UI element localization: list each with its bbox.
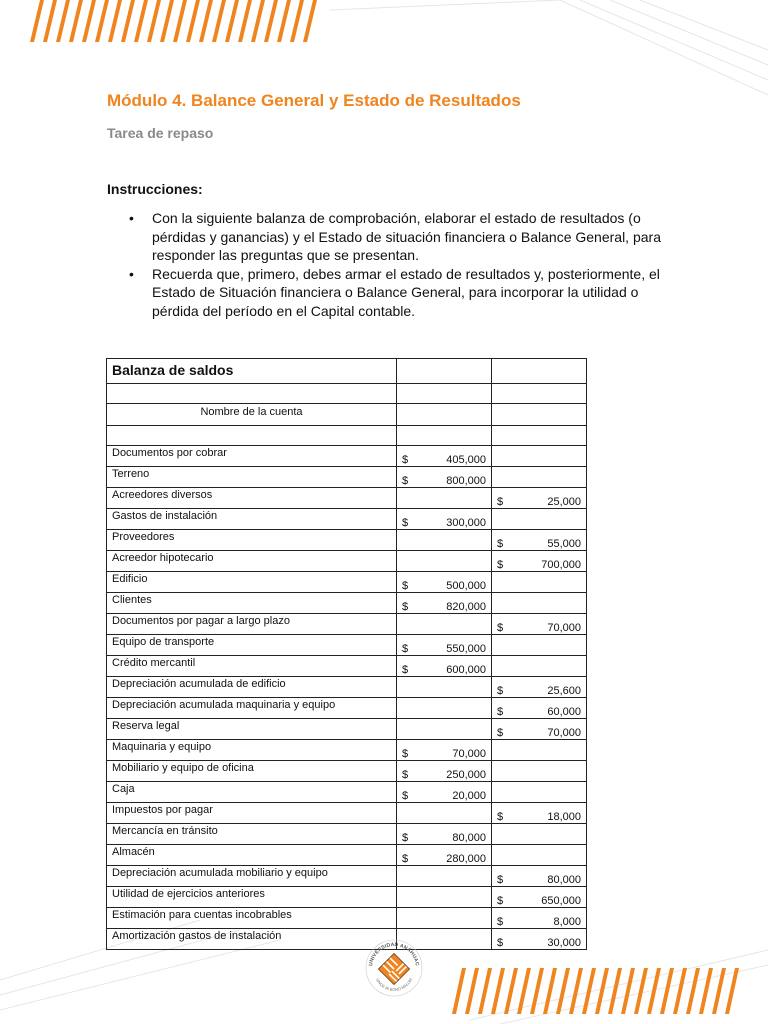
debit-cell <box>397 635 492 656</box>
currency-symbol: $ <box>402 580 409 592</box>
credit-cell <box>492 530 587 551</box>
column-header-account: Nombre de la cuenta <box>107 404 397 426</box>
account-name: Utilidad de ejercicios anteriores <box>107 887 397 908</box>
currency-symbol: $ <box>402 853 409 865</box>
bottom-stripes-decoration <box>452 968 742 1014</box>
credit-cell <box>492 551 587 572</box>
stripe-shape <box>686 968 700 1014</box>
table-row <box>107 929 587 950</box>
credit-amount: 55,000 <box>547 538 581 550</box>
table-row <box>107 635 587 656</box>
table-title-row <box>107 359 587 384</box>
table-row <box>107 866 587 887</box>
currency-symbol: $ <box>497 685 504 697</box>
table-row <box>107 551 587 572</box>
stripe-shape <box>725 968 739 1014</box>
stripe-shape <box>712 968 726 1014</box>
currency-symbol: $ <box>497 538 504 550</box>
account-name: Clientes <box>107 593 397 614</box>
empty-cell <box>397 359 492 384</box>
currency-symbol: $ <box>497 496 504 508</box>
debit-amount: 500,000 <box>446 580 486 592</box>
table-row <box>107 593 587 614</box>
stripe-shape <box>517 968 531 1014</box>
table-row <box>107 614 587 635</box>
debit-cell <box>397 845 492 866</box>
stripe-shape <box>569 968 583 1014</box>
debit-cell <box>397 908 492 929</box>
stripe-shape <box>608 968 622 1014</box>
debit-cell <box>397 656 492 677</box>
table-spacer-row <box>107 426 587 446</box>
page-title: Módulo 4. Balance General y Estado de Resultados <box>107 91 521 110</box>
credit-cell <box>492 614 587 635</box>
balanza-table <box>106 358 587 950</box>
table-row <box>107 572 587 593</box>
credit-cell <box>492 446 587 467</box>
debit-cell <box>397 551 492 572</box>
table-row <box>107 761 587 782</box>
seal-motto-text: VINCE IN BONO MALUM <box>374 977 414 993</box>
debit-amount: 550,000 <box>446 643 486 655</box>
currency-symbol: $ <box>497 706 504 718</box>
credit-cell <box>492 866 587 887</box>
stripe-shape <box>543 968 557 1014</box>
stripe-shape <box>504 968 518 1014</box>
stripe-shape <box>186 0 200 42</box>
currency-symbol: $ <box>497 727 504 739</box>
account-name: Equipo de transporte <box>107 635 397 656</box>
credit-cell <box>492 509 587 530</box>
currency-symbol: $ <box>497 622 504 634</box>
account-name: Amortización gastos de instalación <box>107 929 397 950</box>
credit-amount: 25,600 <box>547 685 581 697</box>
credit-amount: 30,000 <box>547 937 581 949</box>
debit-cell <box>397 887 492 908</box>
instruction-item: • Con la siguiente balanza de comprobación, elaborar el estado de resultados (o pérdidas y ganancias) y el Estado de situación financiera o Balance General, para responder las preguntas que se presentan. <box>107 209 667 265</box>
stripe-shape <box>30 0 44 42</box>
stripe-shape <box>673 968 687 1014</box>
currency-symbol: $ <box>402 601 409 613</box>
table-row <box>107 509 587 530</box>
table-title: Balanza de saldos <box>107 359 397 384</box>
stripe-shape <box>160 0 174 42</box>
account-name: Depreciación acumulada de edificio <box>107 677 397 698</box>
account-name: Depreciación acumulada maquinaria y equipo <box>107 698 397 719</box>
stripe-shape <box>43 0 57 42</box>
credit-cell <box>492 824 587 845</box>
credit-cell <box>492 761 587 782</box>
debit-cell <box>397 824 492 845</box>
account-name: Impuestos por pagar <box>107 803 397 824</box>
currency-symbol: $ <box>402 790 409 802</box>
table-header-row <box>107 404 587 426</box>
table-row <box>107 488 587 509</box>
stripe-shape <box>530 968 544 1014</box>
credit-amount: 70,000 <box>547 727 581 739</box>
stripe-shape <box>634 968 648 1014</box>
credit-cell <box>492 488 587 509</box>
stripe-shape <box>478 968 492 1014</box>
currency-symbol: $ <box>402 832 409 844</box>
account-name: Edificio <box>107 572 397 593</box>
account-name: Documentos por cobrar <box>107 446 397 467</box>
credit-amount: 650,000 <box>541 895 581 907</box>
currency-symbol: $ <box>402 748 409 760</box>
table-row <box>107 887 587 908</box>
table-row <box>107 908 587 929</box>
debit-amount: 70,000 <box>452 748 486 760</box>
account-name: Acreedor hipotecario <box>107 551 397 572</box>
account-name: Terreno <box>107 467 397 488</box>
currency-symbol: $ <box>402 454 409 466</box>
account-name: Gastos de instalación <box>107 509 397 530</box>
credit-amount: 60,000 <box>547 706 581 718</box>
debit-cell <box>397 761 492 782</box>
stripe-shape <box>556 968 570 1014</box>
credit-cell <box>492 635 587 656</box>
debit-cell <box>397 740 492 761</box>
stripe-shape <box>277 0 291 42</box>
account-name: Depreciación acumulada mobiliario y equipo <box>107 866 397 887</box>
table-row <box>107 656 587 677</box>
stripe-shape <box>290 0 304 42</box>
debit-cell <box>397 467 492 488</box>
debit-cell <box>397 530 492 551</box>
account-name: Mobiliario y equipo de oficina <box>107 761 397 782</box>
credit-amount: 80,000 <box>547 874 581 886</box>
debit-cell <box>397 509 492 530</box>
stripe-shape <box>582 968 596 1014</box>
stripe-shape <box>173 0 187 42</box>
instructions-list <box>107 209 667 320</box>
table-row <box>107 467 587 488</box>
stripe-shape <box>121 0 135 42</box>
credit-amount: 25,000 <box>547 496 581 508</box>
debit-cell <box>397 677 492 698</box>
stripe-shape <box>82 0 96 42</box>
university-seal <box>364 938 424 998</box>
table-row <box>107 677 587 698</box>
credit-cell <box>492 698 587 719</box>
credit-cell <box>492 845 587 866</box>
account-name: Crédito mercantil <box>107 656 397 677</box>
table-row <box>107 530 587 551</box>
currency-symbol: $ <box>497 937 504 949</box>
stripe-shape <box>699 968 713 1014</box>
account-name: Maquinaria y equipo <box>107 740 397 761</box>
credit-amount: 8,000 <box>553 916 581 928</box>
currency-symbol: $ <box>402 664 409 676</box>
account-name: Estimación para cuentas incobrables <box>107 908 397 929</box>
currency-symbol: $ <box>497 811 504 823</box>
stripe-shape <box>647 968 661 1014</box>
table-spacer-row <box>107 384 587 404</box>
stripe-shape <box>199 0 213 42</box>
account-name: Proveedores <box>107 530 397 551</box>
credit-cell <box>492 908 587 929</box>
credit-cell <box>492 656 587 677</box>
credit-amount: 70,000 <box>547 622 581 634</box>
credit-cell <box>492 803 587 824</box>
stripe-shape <box>212 0 226 42</box>
currency-symbol: $ <box>402 517 409 529</box>
credit-cell <box>492 593 587 614</box>
stripe-shape <box>303 0 317 42</box>
debit-cell <box>397 614 492 635</box>
currency-symbol: $ <box>497 874 504 886</box>
account-name: Documentos por pagar a largo plazo <box>107 614 397 635</box>
instruction-item: • Recuerda que, primero, debes armar el estado de resultados y, posteriormente, el Estado de Situación financiera o Balance General, para incorporar la utilidad o pérdida del período en el Capital contable. <box>107 265 667 321</box>
credit-cell <box>492 467 587 488</box>
debit-amount: 20,000 <box>452 790 486 802</box>
currency-symbol: $ <box>497 916 504 928</box>
table-row <box>107 719 587 740</box>
debit-cell <box>397 782 492 803</box>
currency-symbol: $ <box>497 895 504 907</box>
debit-cell <box>397 488 492 509</box>
stripe-shape <box>595 968 609 1014</box>
currency-symbol: $ <box>402 769 409 781</box>
debit-cell <box>397 698 492 719</box>
table-row <box>107 824 587 845</box>
stripe-shape <box>95 0 109 42</box>
debit-amount: 800,000 <box>446 475 486 487</box>
debit-cell <box>397 803 492 824</box>
stripe-shape <box>238 0 252 42</box>
credit-amount: 700,000 <box>541 559 581 571</box>
stripe-shape <box>621 968 635 1014</box>
credit-cell <box>492 782 587 803</box>
credit-cell <box>492 677 587 698</box>
credit-cell <box>492 719 587 740</box>
table-row <box>107 740 587 761</box>
empty-cell <box>492 359 587 384</box>
stripe-shape <box>491 968 505 1014</box>
account-name: Almacén <box>107 845 397 866</box>
account-name: Acreedores diversos <box>107 488 397 509</box>
table-row <box>107 845 587 866</box>
table-row <box>107 782 587 803</box>
stripe-shape <box>108 0 122 42</box>
debit-amount: 280,000 <box>446 853 486 865</box>
debit-amount: 820,000 <box>446 601 486 613</box>
stripe-shape <box>69 0 83 42</box>
account-name: Mercancía en tránsito <box>107 824 397 845</box>
seal-ring-text: UNIVERSIDAD ANÁHUAC <box>368 941 420 967</box>
table-row <box>107 698 587 719</box>
debit-cell <box>397 446 492 467</box>
credit-cell <box>492 887 587 908</box>
debit-amount: 405,000 <box>446 454 486 466</box>
stripe-shape <box>56 0 70 42</box>
debit-amount: 250,000 <box>446 769 486 781</box>
stripe-shape <box>251 0 265 42</box>
debit-amount: 80,000 <box>452 832 486 844</box>
debit-cell <box>397 719 492 740</box>
stripe-shape <box>660 968 674 1014</box>
currency-symbol: $ <box>402 475 409 487</box>
stripe-shape <box>465 968 479 1014</box>
debit-cell <box>397 572 492 593</box>
stripe-shape <box>264 0 278 42</box>
credit-cell <box>492 572 587 593</box>
credit-amount: 18,000 <box>547 811 581 823</box>
instructions-heading: Instrucciones: <box>107 181 203 197</box>
account-name: Caja <box>107 782 397 803</box>
debit-cell <box>397 866 492 887</box>
stripe-shape <box>134 0 148 42</box>
stripe-shape <box>225 0 239 42</box>
account-name: Reserva legal <box>107 719 397 740</box>
table-row <box>107 803 587 824</box>
top-stripes-decoration <box>30 0 330 42</box>
debit-amount: 600,000 <box>446 664 486 676</box>
credit-cell <box>492 929 587 950</box>
page-subtitle: Tarea de repaso <box>107 125 214 141</box>
credit-cell <box>492 740 587 761</box>
debit-amount: 300,000 <box>446 517 486 529</box>
table-row <box>107 446 587 467</box>
stripe-shape <box>147 0 161 42</box>
currency-symbol: $ <box>402 643 409 655</box>
stripe-shape <box>452 968 466 1014</box>
debit-cell <box>397 593 492 614</box>
currency-symbol: $ <box>497 559 504 571</box>
